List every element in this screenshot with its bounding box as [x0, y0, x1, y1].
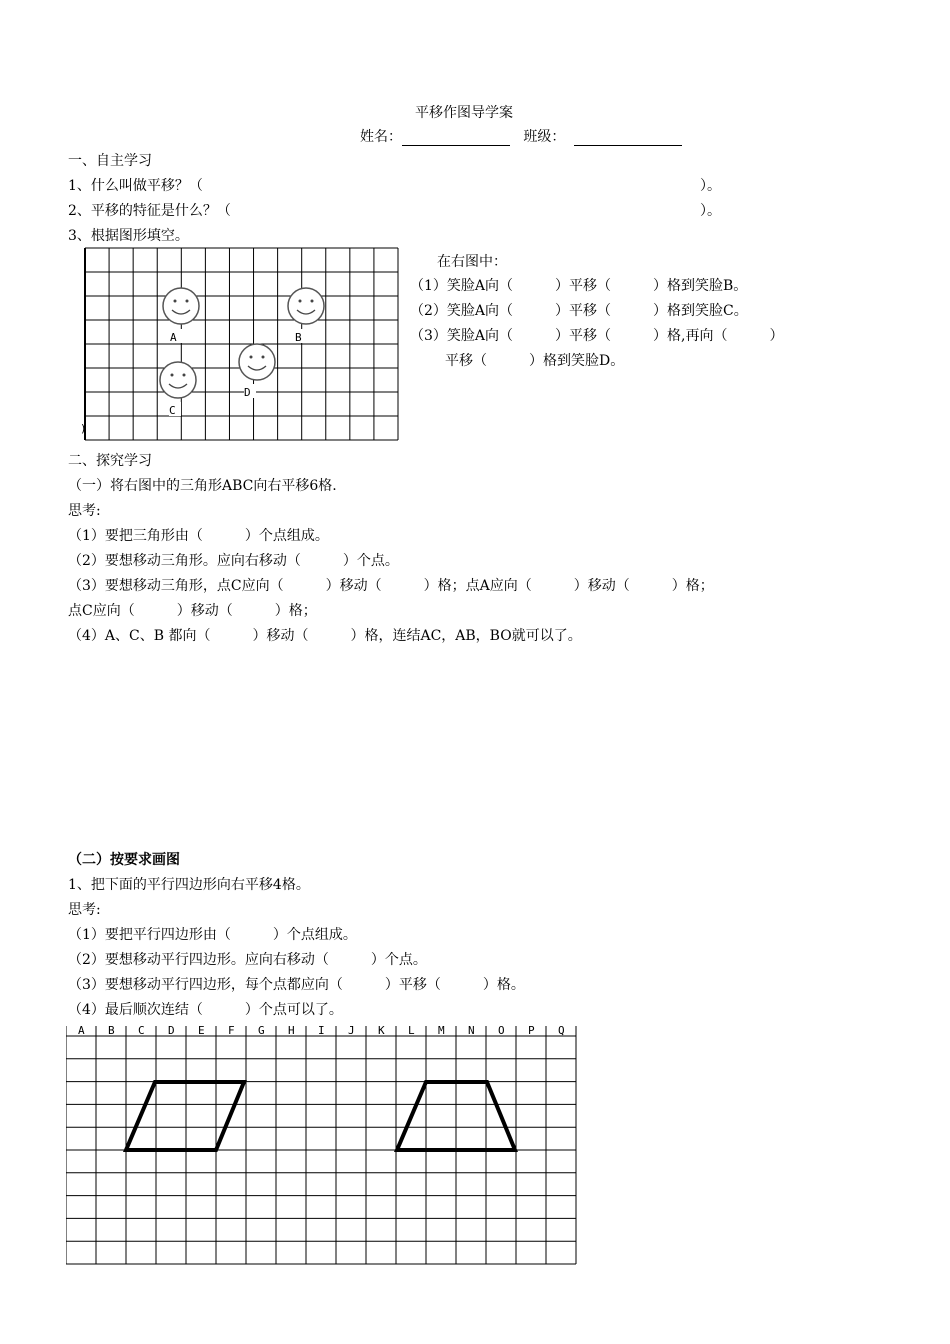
panel-line-3: （3）笑脸A向（ ）平移（ ）格,再向（ ）	[410, 328, 784, 344]
section3-p4: （4）最后顺次连结（ ）个点可以了。	[68, 1002, 343, 1018]
smiley-face-c	[160, 362, 196, 398]
column-letter: Q	[558, 1026, 565, 1037]
column-letter: D	[168, 1026, 175, 1037]
column-letter: I	[318, 1026, 325, 1037]
section3-think: 思考:	[68, 902, 101, 918]
face-grid-lines	[85, 248, 398, 440]
page-title: 平移作图导学案	[415, 105, 513, 121]
question-2-end: ）。	[700, 203, 721, 219]
section2-p1: （1）要把三角形由（ ）个点组成。	[68, 528, 329, 544]
name-blank[interactable]	[402, 131, 510, 146]
column-letter: F	[228, 1026, 235, 1037]
section2-p3: （3）要想移动三角形，点C应向（ ）移动（ ）格；点A应向（ ）移动（ ）格；	[68, 578, 714, 594]
label-c: C	[169, 404, 176, 417]
column-letter: P	[528, 1026, 535, 1037]
section3-heading: （二）按要求画图	[68, 852, 180, 868]
bottom-grid-lines	[66, 1026, 576, 1264]
question-2: 2、平移的特征是什么？（	[68, 203, 231, 219]
panel-line-1: （1）笑脸A向（ ）平移（ ）格到笑脸B。	[410, 278, 748, 294]
column-letter: L	[408, 1026, 415, 1037]
column-letter: N	[468, 1026, 475, 1037]
section1-heading: 一、自主学习	[68, 153, 152, 169]
class-label: 班级：	[523, 129, 566, 145]
parallelogram-grid-figure	[66, 1026, 580, 1266]
question-3: 3、根据图形填空。	[68, 228, 189, 244]
smiley-grid-figure	[80, 246, 402, 442]
smiley-face-d	[239, 344, 275, 380]
section3-p3: （3）要想移动平行四边形，每个点都应向（ ）平移（ ）格。	[68, 977, 525, 993]
column-letter: K	[378, 1026, 385, 1037]
column-letter: B	[108, 1026, 115, 1037]
question-1-end: ）。	[700, 178, 721, 194]
column-letter: G	[258, 1026, 265, 1037]
section2-p2: （2）要想移动三角形。应向右移动（ ）个点。	[68, 553, 399, 569]
smiley-face-b	[288, 288, 324, 324]
smiley-face-a	[163, 288, 199, 324]
panel-line-2: （2）笑脸A向（ ）平移（ ）格到笑脸C。	[410, 303, 748, 319]
column-letter: A	[78, 1026, 85, 1037]
section2-p3b: 点C应向（ ）移动（ ）格；	[68, 603, 317, 619]
section3-p1: （1）要把平行四边形由（ ）个点组成。	[68, 927, 357, 943]
section2-part1: （一）将右图中的三角形ABC向右平移6格.	[68, 478, 337, 494]
name-field	[360, 128, 682, 146]
section2-heading: 二、探究学习	[68, 453, 152, 469]
column-letter-row	[78, 1026, 565, 1037]
label-a: A	[170, 331, 177, 344]
label-d: D	[244, 386, 251, 399]
panel-line-4: 平移（ ）格到笑脸D。	[445, 353, 625, 369]
question-1: 1、什么叫做平移？（	[68, 178, 203, 194]
parallelogram-shape	[126, 1082, 244, 1150]
section3-p2: （2）要想移动平行四边形。应向右移动（ ）个点。	[68, 952, 427, 968]
section2-p4: （4）A、C、B 都向（ ）移动（ ）格，连结AC，AB，BO就可以了。	[68, 628, 582, 644]
column-letter: O	[498, 1026, 505, 1037]
section3-task: 1、把下面的平行四边形向右平移4格。	[68, 877, 310, 893]
column-letter: M	[438, 1026, 445, 1037]
column-letter: J	[348, 1026, 355, 1037]
label-b: B	[295, 331, 302, 344]
column-letter: H	[288, 1026, 295, 1037]
panel-intro: 在右图中：	[437, 254, 507, 270]
column-letter: C	[138, 1026, 145, 1037]
edge-glyph: )	[80, 422, 87, 435]
name-label: 姓名：	[360, 129, 402, 145]
class-blank[interactable]	[574, 131, 682, 146]
section2-think: 思考:	[68, 503, 101, 519]
column-letter: E	[198, 1026, 205, 1037]
